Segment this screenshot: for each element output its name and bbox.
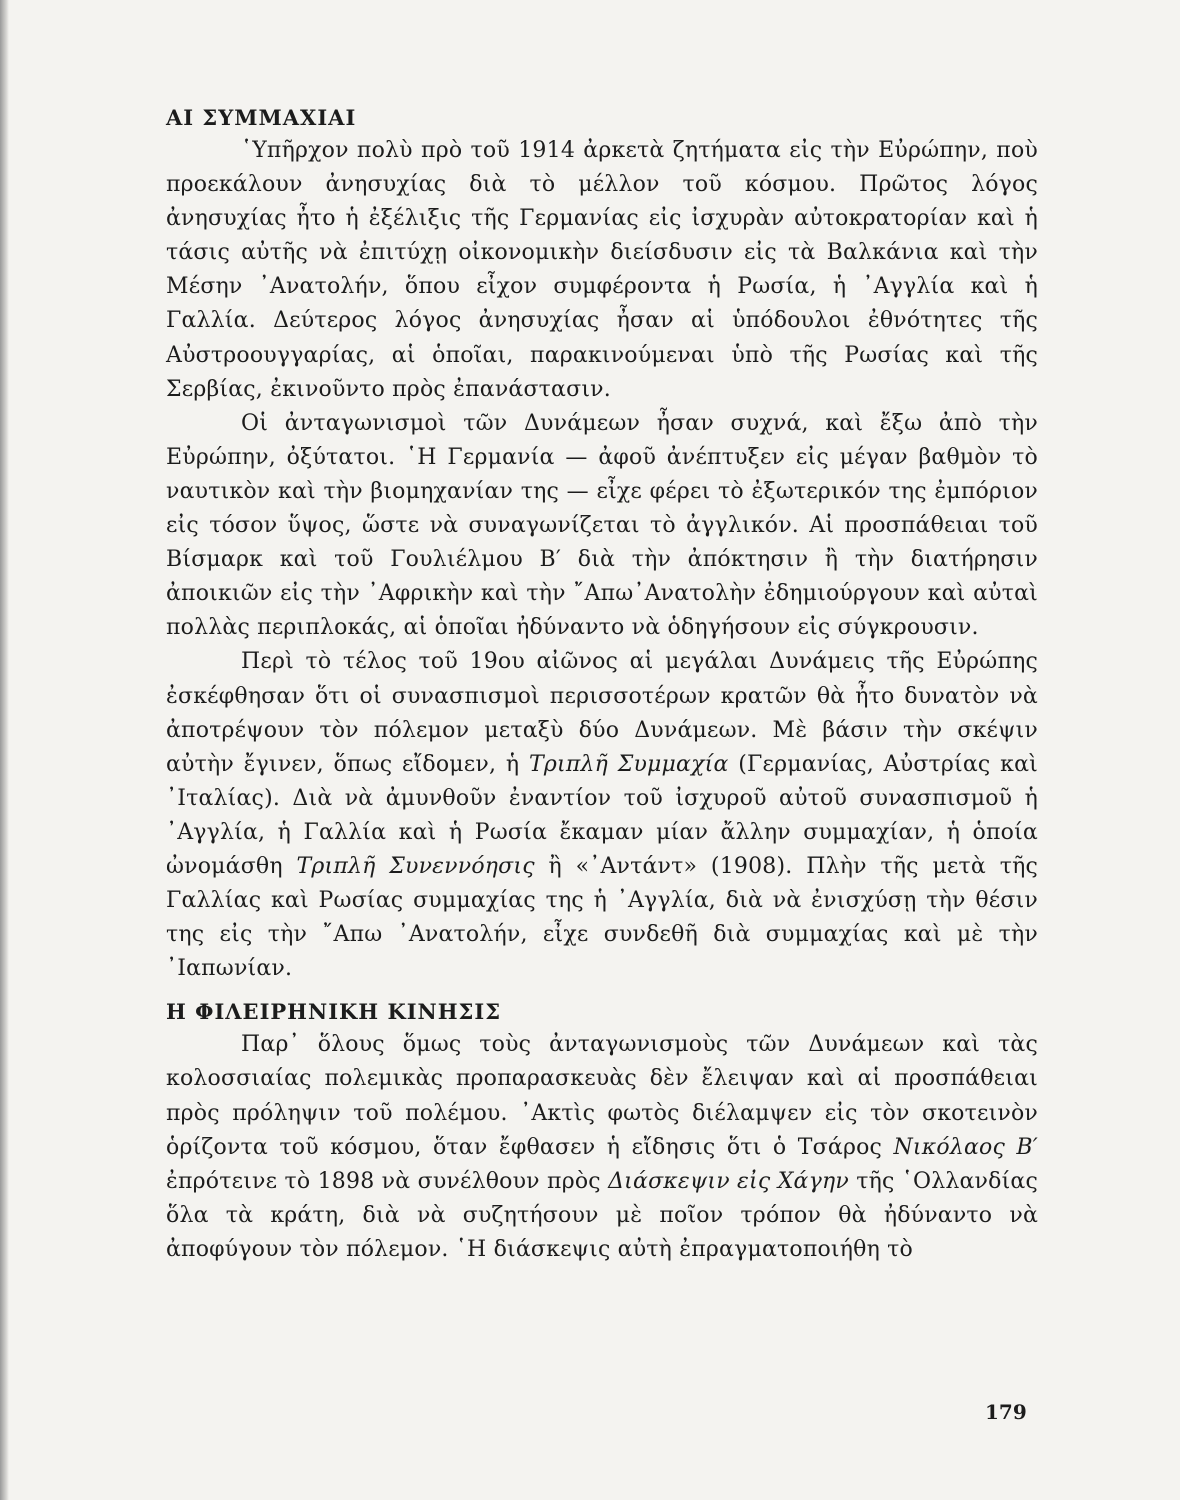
italic-term: Νικόλαος Β′ <box>893 1134 1038 1160</box>
section-heading-alliances: ΑΙ ΣΥΜΜΑΧΙΑΙ <box>166 105 357 130</box>
italic-term: Διάσκεψιν εἰς Χάγην <box>608 1168 849 1194</box>
page-number: 179 <box>985 1400 1027 1424</box>
text-run: Περὶ τὸ τέλος τοῦ 19ου αἰῶνος αἱ μεγάλαι Δυνάμεις τῆς Εὐρώπης ἐσκέφθησαν ὅτι οἱ συνασπισμοὶ περισσοτέρων κρατῶν θὰ ἦτο δυνατὸν νὰ ἀποτρέψουν τὸν πόλεμον μεταξὺ δύο Δυνάμεων. Μὲ βάσιν τὴν σκέψιν αὐτὴν ἔγινεν, ὅπως εἴδομεν, ἡ <box>166 649 1038 777</box>
page-binding-edge <box>0 0 9 1500</box>
text-run: (Γερμανίας, Αὐστρίας καὶ ᾿Ιταλίας). Διὰ νὰ ἀμυνθοῦν ἐναντίον τοῦ ἰσχυροῦ αὐτοῦ συνασπισμοῦ ἡ ᾿Αγγλία, ἡ Γαλλία καὶ ἡ Ρωσία ἔκαμαν μίαν ἄλλην συμμαχίαν, ἡ ὁποία ὠνομάσθη <box>166 751 1038 879</box>
paragraph <box>166 645 1038 986</box>
italic-term: Τριπλῆ Συνεννόησις <box>296 853 535 879</box>
text-run: ἢ «᾿Αντάντ» (1908). Πλὴν τῆς μετὰ τῆς Γαλλίας καὶ Ρωσίας συμμαχίας της ἡ ᾿Αγγλία, διὰ νὰ ἐνισχύσῃ τὴν θέσιν της εἰς τὴν ῎Απω ᾿Ανατολήν, εἶχε συνδεθῆ διὰ συμμαχίας καὶ μὲ τὴν ᾿Ιαπωνίαν. <box>166 853 1038 982</box>
section-heading-peace-movement: Η ΦΙΛΕΙΡΗΝΙΚΗ ΚΙΝΗΣΙΣ <box>166 999 502 1025</box>
text-run: τῆς ῾Ολλανδίας ὅλα τὰ κράτη, διὰ νὰ συζητήσουν μὲ ποῖον τρόπον θὰ ἠδύναντο νὰ ἀποφύγουν τὸν πόλεμον. ῾Η διάσκεψις αὐτὴ ἐπραγματοποιήθη τὸ <box>166 1168 1038 1262</box>
paragraph: Οἱ ἀνταγωνισμοὶ τῶν Δυνάμεων ἦσαν συχνά, καὶ ἔξω ἀπὸ τὴν Εὐρώπην, ὀξύτατοι. ῾Η Γερμανία — ἀφοῦ ἀνέπτυξεν εἰς μέγαν βαθμὸν τὸ ναυτικὸν καὶ τὴν βιομηχανίαν της — εἶχε φέρει τὸ ἐξωτερικόν της ἐμπόριον εἰς τόσον ὕψος, ὥστε νὰ συναγωνίζεται τὸ ἀγγλικόν. Αἱ προσπάθειαι τοῦ Βίσμαρκ καὶ τοῦ Γουλιέλμου Β′ διὰ τὴν ἀπόκτησιν ἢ τὴν διατήρησιν ἀποικιῶν εἰς τὴν ᾿Αφρικὴν καὶ τὴν ῎Απω᾿Ανατολὴν ἐδημιούργουν καὶ αὐταὶ πολλὰς περιπλοκάς, αἱ ὁποῖαι ἠδύναντο νὰ ὁδηγήσουν εἰς σύγκρουσιν. <box>166 410 1038 641</box>
book-page <box>166 100 1038 1267</box>
italic-term: Τριπλῆ Συμμαχία <box>528 751 729 777</box>
text-run: ἐπρότεινε τὸ 1898 νὰ συνέλθουν πρὸς <box>166 1168 609 1194</box>
paragraph <box>166 1028 1038 1267</box>
paragraph: ῾Υπῆρχον πολὺ πρὸ τοῦ 1914 ἀρκετὰ ζητήματα εἰς τὴν Εὐρώπην, ποὺ προεκάλουν ἀνησυχίας διὰ τὸ μέλλον τοῦ κόσμου. Πρῶτος λόγος ἀνησυχίας ἦτο ἡ ἐξέλιξις τῆς Γερμανίας εἰς ἰσχυρὰν αὐτοκρατορίαν καὶ ἡ τάσις αὐτῆς νὰ ἐπιτύχῃ οἰκονομικὴν διείσδυσιν εἰς τὰ Βαλκάνια καὶ τὴν Μέσην ᾿Ανατολήν, ὅπου εἶχον συμφέροντα ἡ Ρωσία, ἡ ᾿Αγγλία καὶ ἡ Γαλλία. Δεύτερος λόγος ἀνησυχίας ἦσαν αἱ ὑπόδουλοι ἐθνότητες τῆς Αὐστροουγγαρίας, αἱ ὁποῖαι, παρακινούμεναι ὑπὸ τῆς Ρωσίας καὶ τῆς Σερβίας, ἐκινοῦντο πρὸς ἐπανάστασιν. <box>166 138 1038 402</box>
text-run: Παρ᾿ ὅλους ὅμως τοὺς ἀνταγωνισμοὺς τῶν Δυνάμεων καὶ τὰς κολοσσιαίας πολεμικὰς προπαρασκευὰς δὲν ἔλειψαν καὶ αἱ προσπάθειαι πρὸς πρόληψιν τοῦ πολέμου. ᾿Ακτὶς φωτὸς διέλαμψεν εἰς τὸν σκοτεινὸν ὁρίζοντα τοῦ κόσμου, ὅταν ἔφθασεν ἡ εἴδησις ὅτι ὁ Τσάρος <box>166 1032 1038 1160</box>
